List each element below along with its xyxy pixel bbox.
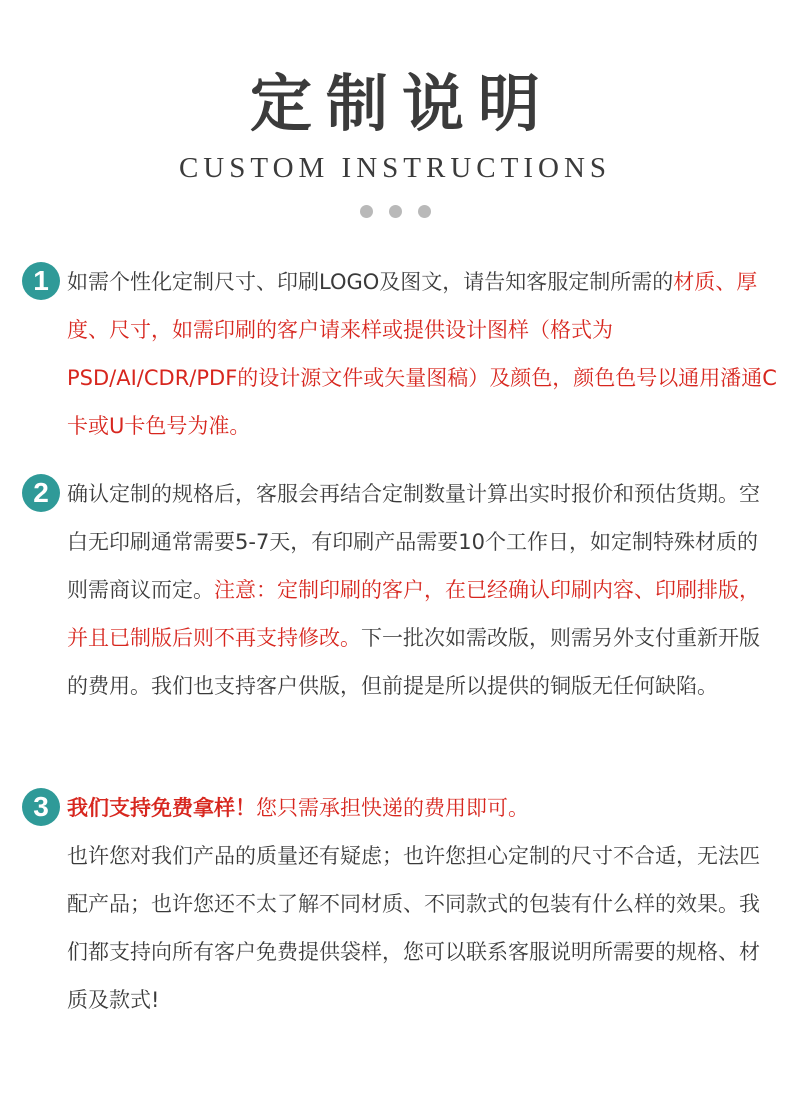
page-title: 定制说明: [249, 67, 554, 140]
section-2-text: [67, 470, 779, 710]
number-badge-3: 3: [22, 788, 60, 826]
section-3-red-text: 您只需承担快递的费用即可。: [256, 796, 529, 820]
number-badge-1: 1: [22, 262, 60, 300]
page-subtitle: CUSTOM INSTRUCTIONS: [178, 152, 612, 184]
section-1-normal-text: 如需个性化定制尺寸、印刷LOGO及图文，请告知客服定制所需的: [67, 270, 674, 294]
section-3-red-bold-text: 我们支持免费拿样！: [67, 796, 256, 820]
section-1-text: [67, 258, 779, 450]
dot-icon: [389, 205, 402, 218]
dot-icon: [360, 205, 373, 218]
dot-icon: [418, 205, 431, 218]
section-1-red-text: 材质、厚度、尺寸，如需印刷的客户请来样或提供设计图样（格式为PSD/AI/CDR/PDF的设计源文件或矢量图稿）及颜色，颜色色号以通用潘通C卡或U卡色号为准。: [67, 270, 777, 438]
section-3-normal-text: 也许您对我们产品的质量还有疑虑；也许您担心定制的尺寸不合适，无法匹配产品；也许您还不太了解不同材质、不同款式的包装有什么样的效果。我们都支持向所有客户免费提供袋样，您可以联系客服说明所需要的规格、材质及款式!: [67, 844, 760, 1012]
number-badge-2: 2: [22, 474, 60, 512]
divider-dots: [0, 205, 790, 218]
section-2-normal-text-1: 确认定制的规格后，客服会再结合定制数量计算出实时报价和预估货期。空白无印刷通常需要5-7天，有印刷产品需要10个工作日，如定制特殊材质的则需商议而定。: [67, 482, 760, 602]
section-2-red-text: 注意：定制印刷的客户，在已经确认印刷内容、印刷排版，并且已制版后则不再支持修改。: [67, 578, 760, 650]
section-3-text: [67, 784, 779, 1024]
section-2-normal-text-2: 下一批次如需改版，则需另外支付重新开版的费用。我们也支持客户供版，但前提是所以提供的铜版无任何缺陷。: [67, 626, 760, 698]
